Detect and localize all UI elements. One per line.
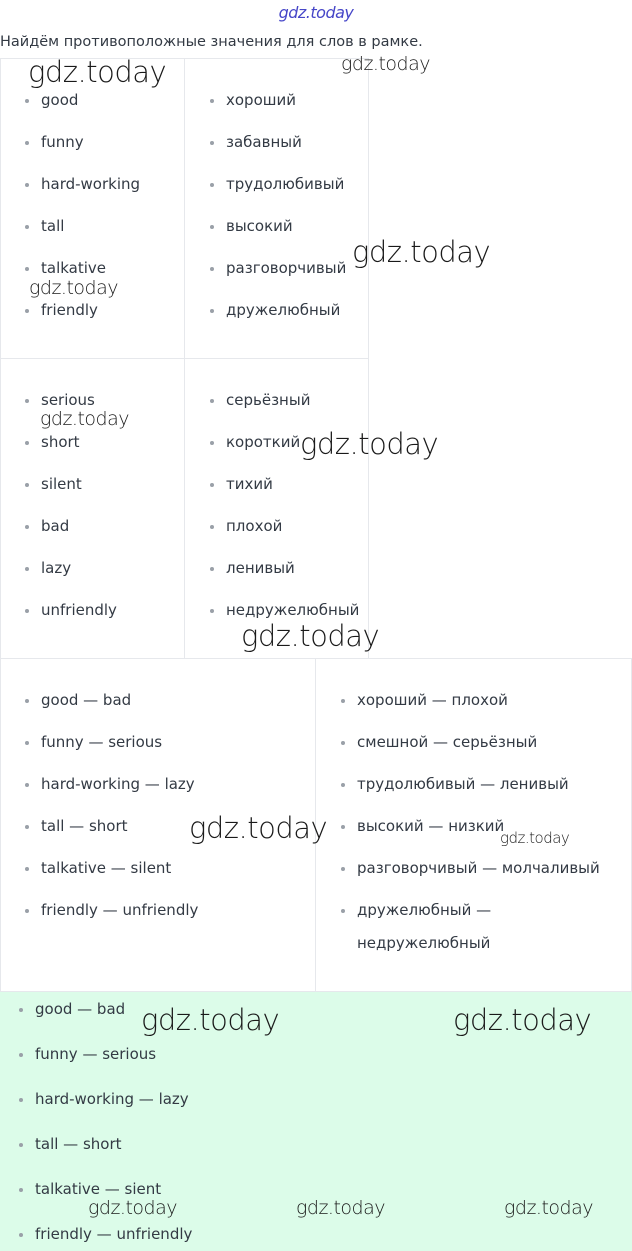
- list-item: дружелюбный: [226, 301, 341, 319]
- watermark: gdz.today: [28, 55, 167, 89]
- list-item: тихий: [226, 475, 273, 493]
- watermark: gdz.today: [189, 811, 328, 845]
- watermark: gdz.today: [453, 1003, 592, 1037]
- list-item: funny — serious: [41, 733, 163, 751]
- site-logo[interactable]: gdz.today: [278, 3, 354, 22]
- list-item: silent: [41, 475, 82, 493]
- instruction-text: Найдём противоположные значения для слов в рамке.: [0, 34, 423, 50]
- list-item: дружелюбный —: [357, 901, 492, 919]
- list-item: tall — short: [41, 817, 128, 835]
- list-item: serious: [41, 391, 95, 409]
- list-item: трудолюбивый — ленивый: [357, 775, 569, 793]
- watermark: gdz.today: [141, 1003, 280, 1037]
- list-item: friendly — unfriendly: [41, 901, 199, 919]
- list-item: плохой: [226, 517, 283, 535]
- watermark: gdz.today: [29, 277, 118, 299]
- watermark: gdz.today: [88, 1197, 177, 1219]
- watermark: gdz.today: [296, 1197, 385, 1219]
- watermark: gdz.today: [341, 53, 430, 75]
- watermark: gdz.today: [500, 829, 570, 847]
- list-item: разговорчивый — молчаливый: [357, 859, 600, 877]
- list-item: funny: [41, 133, 84, 151]
- watermark: gdz.today: [300, 427, 439, 461]
- list-item: friendly — unfriendly: [35, 1225, 193, 1243]
- list-item-continuation: недружелюбный: [357, 934, 491, 952]
- watermark: gdz.today: [504, 1197, 593, 1219]
- list-item: talkative: [41, 259, 107, 277]
- list-item: friendly: [41, 301, 98, 319]
- list-item: забавный: [226, 133, 302, 151]
- list-item: серьёзный: [226, 391, 311, 409]
- list-item: tall: [41, 217, 65, 235]
- list-item: недружелюбный: [226, 601, 360, 619]
- list-item: talkative — sient: [35, 1180, 162, 1198]
- list-item: hard-working — lazy: [41, 775, 195, 793]
- list-item: hard-working — lazy: [35, 1090, 189, 1108]
- list-item: good — bad: [35, 1000, 126, 1018]
- list-item: хороший: [226, 91, 296, 109]
- list-item: короткий: [226, 433, 301, 451]
- list-item: смешной — серьёзный: [357, 733, 538, 751]
- list-item: funny — serious: [35, 1045, 157, 1063]
- watermark: gdz.today: [352, 235, 491, 269]
- list-item: talkative — silent: [41, 859, 172, 877]
- list-item: ленивый: [226, 559, 295, 577]
- list-item: высокий: [226, 217, 293, 235]
- list-item: трудолюбивый: [226, 175, 345, 193]
- list-item: good — bad: [41, 691, 132, 709]
- list-item: высокий — низкий: [357, 817, 505, 835]
- list-item: good: [41, 91, 79, 109]
- list-item: tall — short: [35, 1135, 122, 1153]
- watermark: gdz.today: [241, 619, 380, 653]
- list-item: short: [41, 433, 80, 451]
- list-item: unfriendly: [41, 601, 117, 619]
- list-item: hard-working: [41, 175, 141, 193]
- list-item: разговорчивый: [226, 259, 347, 277]
- list-item: lazy: [41, 559, 72, 577]
- watermark: gdz.today: [40, 408, 129, 430]
- list-item: bad: [41, 517, 70, 535]
- list-item: хороший — плохой: [357, 691, 508, 709]
